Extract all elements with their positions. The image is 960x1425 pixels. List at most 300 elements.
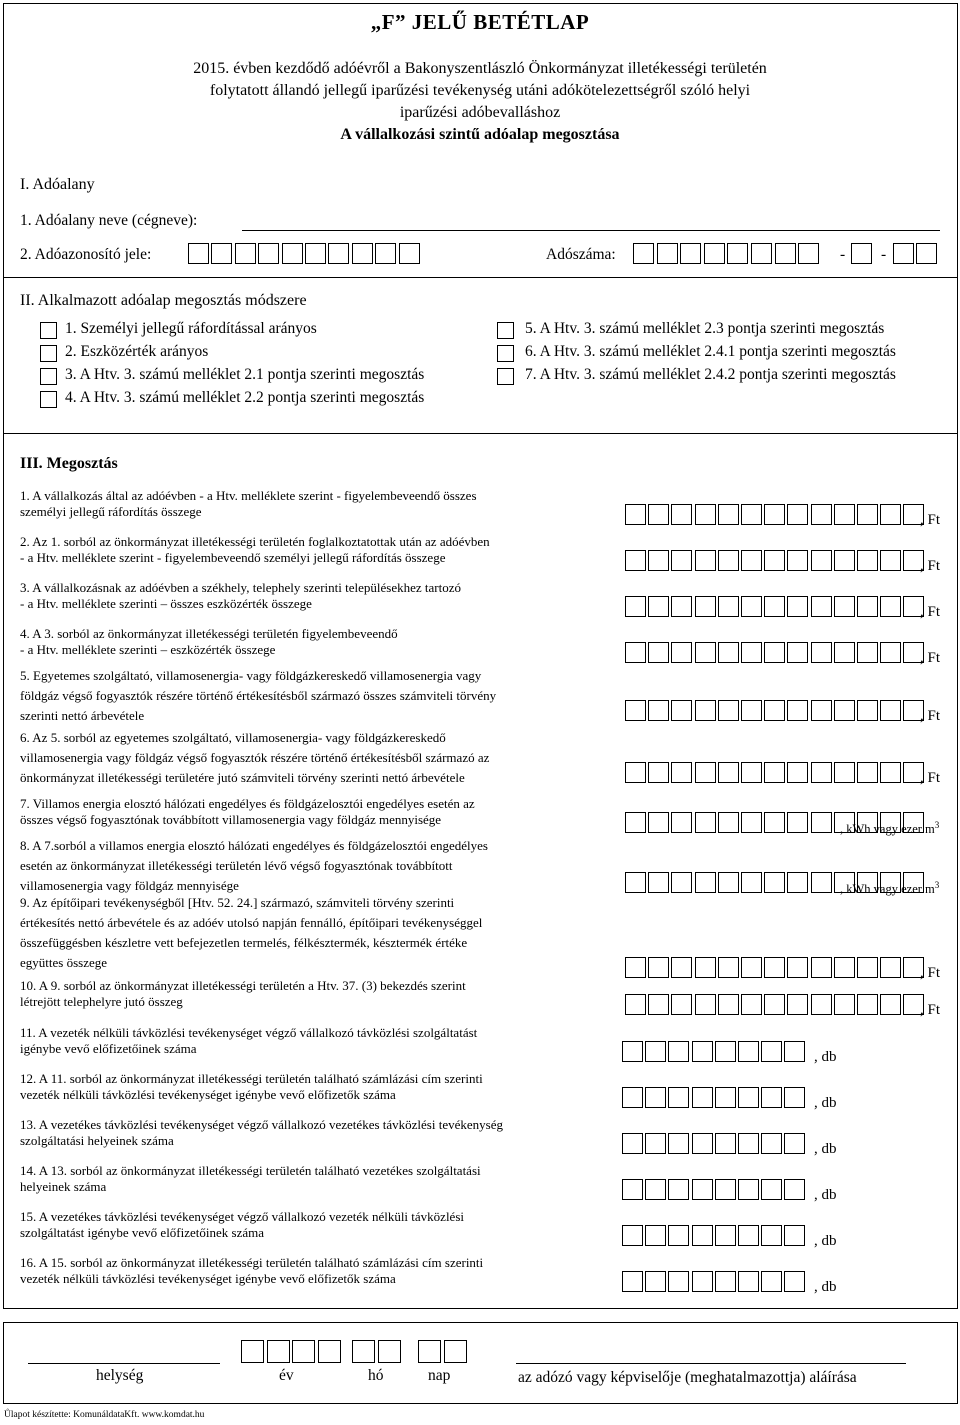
- digit-box[interactable]: [718, 596, 739, 617]
- digit-box[interactable]: [625, 994, 646, 1015]
- row-6-text-2: villamosenergia vagy földgáz végső fogyasztók részére történő értékesítésből származó az: [20, 750, 490, 765]
- digit-box[interactable]: [857, 957, 878, 978]
- digit-box[interactable]: [695, 550, 716, 571]
- digit-box[interactable]: [811, 596, 832, 617]
- digit-box[interactable]: [715, 1179, 736, 1200]
- digit-box[interactable]: [880, 700, 901, 721]
- digit-box[interactable]: [764, 642, 785, 663]
- digit-box[interactable]: [399, 243, 420, 264]
- digit-box[interactable]: [738, 1133, 759, 1154]
- name-input[interactable]: [242, 230, 940, 231]
- row-5-amount-boxes[interactable]: [625, 700, 926, 721]
- row-5-text-3: szerinti nettó árbevétele: [20, 708, 145, 723]
- digit-box[interactable]: [834, 596, 855, 617]
- digit-box[interactable]: [645, 1087, 666, 1108]
- digit-box[interactable]: [704, 243, 725, 264]
- digit-box[interactable]: [761, 1133, 782, 1154]
- digit-box[interactable]: [645, 1225, 666, 1246]
- row-12-unit-text: , db: [814, 1095, 837, 1111]
- row-6-unit-text: , Ft: [920, 770, 941, 786]
- digit-box[interactable]: [761, 1041, 782, 1062]
- digit-box[interactable]: [715, 1087, 736, 1108]
- digit-box[interactable]: [648, 596, 669, 617]
- tax-number-boxes-2[interactable]: [851, 243, 872, 264]
- digit-box[interactable]: [648, 994, 669, 1015]
- row-10-unit: [920, 1002, 940, 1019]
- row-10-text-1: 10. A 9. sorból az önkormányzat illetékességi területén a Htv. 37. (3) bekezdés szerint: [20, 978, 466, 993]
- digit-box[interactable]: [764, 596, 785, 617]
- digit-box[interactable]: [718, 504, 739, 525]
- option-6-label: 6. A Htv. 3. számú melléklet 2.4.1 pontja szerinti megosztás: [525, 343, 896, 360]
- digit-box[interactable]: [857, 504, 878, 525]
- row-11-unit-text: , db: [814, 1049, 837, 1065]
- row-3-text-2: - a Htv. melléklete szerinti – összes eszközérték összege: [20, 596, 312, 611]
- digit-box[interactable]: [741, 994, 762, 1015]
- digit-box[interactable]: [798, 243, 819, 264]
- row-2-amount-boxes[interactable]: [625, 550, 926, 571]
- digit-box[interactable]: [718, 957, 739, 978]
- digit-box[interactable]: [811, 550, 832, 571]
- digit-box[interactable]: [787, 504, 808, 525]
- digit-box[interactable]: [784, 1087, 805, 1108]
- digit-box[interactable]: [761, 1225, 782, 1246]
- digit-box[interactable]: [692, 1271, 713, 1292]
- row-13-unit-text: , db: [814, 1141, 837, 1157]
- digit-box[interactable]: [648, 762, 669, 783]
- row-11-text-2: igénybe vevő előfizetőinek száma: [20, 1041, 197, 1056]
- digit-box[interactable]: [857, 700, 878, 721]
- digit-box[interactable]: [764, 812, 785, 833]
- digit-box[interactable]: [648, 872, 669, 893]
- digit-box[interactable]: [893, 243, 914, 264]
- digit-box[interactable]: [692, 1179, 713, 1200]
- digit-box[interactable]: [648, 550, 669, 571]
- row-12-unit: [814, 1095, 837, 1112]
- month-label: hó: [368, 1367, 384, 1384]
- option-3-label: 3. A Htv. 3. számú melléklet 2.1 pontja szerinti megosztás: [65, 366, 425, 383]
- digit-box[interactable]: [787, 762, 808, 783]
- option-4-checkbox[interactable]: [40, 391, 57, 408]
- intro-line-3: iparűzési adóbevalláshoz: [399, 104, 561, 121]
- digit-box[interactable]: [741, 957, 762, 978]
- digit-box[interactable]: [668, 1179, 689, 1200]
- row-7-unit-text: , kWh vagy ezer m: [840, 822, 935, 837]
- digit-box[interactable]: [671, 504, 692, 525]
- row-16-text-2: vezeték nélküli távközlési tevékenységet igénybe vevő előfizetők száma: [20, 1271, 396, 1286]
- digit-box[interactable]: [625, 762, 646, 783]
- option-2-checkbox[interactable]: [40, 345, 57, 362]
- digit-box[interactable]: [695, 957, 716, 978]
- digit-box[interactable]: [787, 596, 808, 617]
- digit-box[interactable]: [741, 596, 762, 617]
- digit-box[interactable]: [880, 762, 901, 783]
- digit-box[interactable]: [880, 957, 901, 978]
- digit-box[interactable]: [695, 504, 716, 525]
- year-label: év: [279, 1367, 294, 1384]
- row-16-text-1: 16. A 15. sorból az önkormányzat illetékességi területén található számlázási cím szerinti: [20, 1255, 484, 1270]
- digit-box[interactable]: [625, 642, 646, 663]
- row-12-amount-boxes[interactable]: [622, 1087, 808, 1108]
- digit-box[interactable]: [811, 700, 832, 721]
- digit-box[interactable]: [648, 642, 669, 663]
- digit-box[interactable]: [751, 243, 772, 264]
- digit-box[interactable]: [715, 1271, 736, 1292]
- digit-box[interactable]: [857, 550, 878, 571]
- digit-box[interactable]: [375, 243, 396, 264]
- row-10-text-2: létrejött telephelyre jutó összeg: [20, 994, 183, 1009]
- row-9-amount-boxes[interactable]: [625, 957, 926, 978]
- row-14-amount-boxes[interactable]: [622, 1179, 808, 1200]
- digit-box[interactable]: [258, 243, 279, 264]
- digit-box[interactable]: [738, 1179, 759, 1200]
- row-9-unit: [920, 965, 940, 982]
- digit-box[interactable]: [378, 1340, 401, 1363]
- digit-box[interactable]: [695, 994, 716, 1015]
- row-5-text-1: 5. Egyetemes szolgáltató, villamosenergia- vagy földgázkereskedő villamosenergia vagy: [20, 668, 482, 683]
- row-7-unit: [840, 820, 939, 837]
- digit-box[interactable]: [695, 812, 716, 833]
- tax-dash-2: -: [881, 246, 887, 263]
- digit-box[interactable]: [764, 957, 785, 978]
- digit-box[interactable]: [695, 872, 716, 893]
- row-7-unit-superscript: 3: [934, 820, 940, 830]
- row-9-text-4: együttes összege: [20, 955, 108, 970]
- digit-box[interactable]: [305, 243, 326, 264]
- digit-box[interactable]: [741, 504, 762, 525]
- digit-box[interactable]: [625, 700, 646, 721]
- digit-box[interactable]: [625, 957, 646, 978]
- row-9-text-3: összefüggésben készletre vett befejezetlen termelés, félkésztermék, késztermék értéke: [20, 935, 468, 950]
- digit-box[interactable]: [282, 243, 303, 264]
- row-1-unit: [920, 512, 940, 529]
- section-1-heading: I. Adóalany: [20, 176, 95, 193]
- digit-box[interactable]: [267, 1340, 290, 1363]
- tax-number-boxes-3[interactable]: [893, 243, 939, 264]
- digit-box[interactable]: [741, 762, 762, 783]
- digit-box[interactable]: [695, 700, 716, 721]
- row-13-unit: [814, 1141, 837, 1158]
- digit-box[interactable]: [741, 872, 762, 893]
- digit-box[interactable]: [718, 994, 739, 1015]
- digit-box[interactable]: [787, 872, 808, 893]
- row-2-unit: [920, 558, 940, 575]
- row-3-amount-boxes[interactable]: [625, 596, 926, 617]
- option-7-checkbox[interactable]: [497, 368, 514, 385]
- digit-box[interactable]: [880, 504, 901, 525]
- digit-box[interactable]: [834, 550, 855, 571]
- intro-line-2: folytatott állandó jellegű iparűzési tevékenység utáni adókötelezettségről szóló helyi: [209, 82, 751, 99]
- digit-box[interactable]: [692, 1133, 713, 1154]
- row-7-text-1: 7. Villamos energia elosztó hálózati engedélyes és földgázelosztói engedélyes esetén az: [20, 796, 475, 811]
- digit-box[interactable]: [668, 1133, 689, 1154]
- digit-box[interactable]: [718, 550, 739, 571]
- digit-box[interactable]: [695, 596, 716, 617]
- digit-box[interactable]: [834, 504, 855, 525]
- row-15-text-2: szolgáltatást igénybe vevő előfizetőinek száma: [20, 1225, 265, 1240]
- option-7-label: 7. A Htv. 3. számú melléklet 2.4.2 pontja szerinti megosztás: [525, 366, 896, 383]
- row-4-amount-boxes[interactable]: [625, 642, 926, 663]
- digit-box[interactable]: [444, 1340, 467, 1363]
- digit-box[interactable]: [671, 812, 692, 833]
- row-8-unit-superscript: 3: [934, 880, 940, 890]
- row-8-unit: [840, 880, 939, 897]
- digit-box[interactable]: [692, 1041, 713, 1062]
- digit-box[interactable]: [645, 1133, 666, 1154]
- digit-box[interactable]: [671, 596, 692, 617]
- month-boxes[interactable]: [352, 1340, 403, 1363]
- row-2-unit-text: , Ft: [920, 558, 941, 574]
- digit-box[interactable]: [352, 1340, 375, 1363]
- digit-box[interactable]: [645, 1271, 666, 1292]
- digit-box[interactable]: [625, 504, 646, 525]
- digit-box[interactable]: [916, 243, 937, 264]
- digit-box[interactable]: [718, 872, 739, 893]
- row-1-text-1: 1. A vállalkozás által az adóévben - a Htv. melléklete szerint - figyelembeveendő összes: [20, 488, 477, 503]
- digit-box[interactable]: [880, 550, 901, 571]
- day-boxes[interactable]: [418, 1340, 469, 1363]
- row-6-text-3: önkormányzat illetékességi területére jutó számviteli törvény szerinti nettó árbevétele: [20, 770, 465, 785]
- row-3-unit: [920, 604, 940, 621]
- place-label: helység: [96, 1367, 144, 1384]
- row-9-unit-text: , Ft: [920, 965, 941, 981]
- row-8-text-3: villamosenergia vagy földgáz mennyisége: [20, 878, 239, 893]
- digit-box[interactable]: [715, 1133, 736, 1154]
- digit-box[interactable]: [668, 1087, 689, 1108]
- digit-box[interactable]: [622, 1225, 643, 1246]
- digit-box[interactable]: [352, 243, 373, 264]
- tax-number-boxes-1[interactable]: [633, 243, 822, 264]
- digit-box[interactable]: [811, 812, 832, 833]
- digit-box[interactable]: [880, 994, 901, 1015]
- digit-box[interactable]: [671, 642, 692, 663]
- row-15-amount-boxes[interactable]: [622, 1225, 808, 1246]
- digit-box[interactable]: [648, 504, 669, 525]
- digit-box[interactable]: [784, 1041, 805, 1062]
- intro-line-1: 2015. évben kezdődő adóévről a Bakonyszentlászló Önkormányzat illetékességi területén: [193, 60, 767, 77]
- tax-number-label: Adószáma:: [546, 246, 616, 263]
- digit-box[interactable]: [787, 812, 808, 833]
- digit-box[interactable]: [811, 994, 832, 1015]
- digit-box[interactable]: [727, 243, 748, 264]
- row-10-unit-text: , Ft: [920, 1002, 941, 1018]
- day-label: nap: [428, 1367, 451, 1384]
- place-line[interactable]: [28, 1363, 220, 1364]
- row-7-text-2: összes végső fogyasztónak továbbított villamosenergia vagy földgáz mennyisége: [20, 812, 442, 827]
- row-9-text-2: értékesítés nettó árbevétele és az adóév utolsó napján fennálló, építőipari tevékenységgel: [20, 915, 483, 930]
- digit-box[interactable]: [784, 1271, 805, 1292]
- row-6-amount-boxes[interactable]: [625, 762, 926, 783]
- digit-box[interactable]: [718, 762, 739, 783]
- digit-box[interactable]: [625, 550, 646, 571]
- digit-box[interactable]: [622, 1133, 643, 1154]
- digit-box[interactable]: [671, 762, 692, 783]
- digit-box[interactable]: [648, 812, 669, 833]
- digit-box[interactable]: [761, 1271, 782, 1292]
- digit-box[interactable]: [811, 642, 832, 663]
- digit-box[interactable]: [718, 812, 739, 833]
- digit-box[interactable]: [834, 642, 855, 663]
- digit-box[interactable]: [834, 994, 855, 1015]
- digit-box[interactable]: [671, 994, 692, 1015]
- row-2-text-1: 2. Az 1. sorból az önkormányzat illetékességi területén foglalkoztatottak után az adóévben: [20, 534, 490, 549]
- digit-box[interactable]: [671, 700, 692, 721]
- digit-box[interactable]: [761, 1087, 782, 1108]
- digit-box[interactable]: [811, 504, 832, 525]
- row-8-text-1: 8. A 7.sorból a villamos energia elosztó hálózati engedélyes és földgázelosztói engedélyes: [20, 838, 488, 853]
- digit-box[interactable]: [764, 700, 785, 721]
- option-6-checkbox[interactable]: [497, 345, 514, 362]
- digit-box[interactable]: [784, 1133, 805, 1154]
- digit-box[interactable]: [764, 550, 785, 571]
- digit-box[interactable]: [645, 1041, 666, 1062]
- digit-box[interactable]: [857, 994, 878, 1015]
- digit-box[interactable]: [741, 550, 762, 571]
- digit-box[interactable]: [292, 1340, 315, 1363]
- digit-box[interactable]: [671, 550, 692, 571]
- intro-subtitle: A vállalkozási szintű adóalap megosztása: [340, 126, 620, 143]
- digit-box[interactable]: [761, 1179, 782, 1200]
- digit-box[interactable]: [834, 957, 855, 978]
- digit-box[interactable]: [671, 872, 692, 893]
- digit-box[interactable]: [715, 1225, 736, 1246]
- digit-box[interactable]: [328, 243, 349, 264]
- row-5-unit-text: , Ft: [920, 708, 941, 724]
- digit-box[interactable]: [715, 1041, 736, 1062]
- row-5-unit: [920, 708, 940, 725]
- row-1-amount-boxes[interactable]: [625, 504, 926, 525]
- signature-line[interactable]: [516, 1363, 906, 1364]
- digit-box[interactable]: [741, 700, 762, 721]
- row-13-text-2: szolgáltatási helyeinek száma: [20, 1133, 174, 1148]
- digit-box[interactable]: [787, 642, 808, 663]
- row-1-unit-text: , Ft: [920, 512, 941, 528]
- digit-box[interactable]: [764, 504, 785, 525]
- digit-box[interactable]: [633, 243, 654, 264]
- digit-box[interactable]: [718, 700, 739, 721]
- digit-box[interactable]: [784, 1179, 805, 1200]
- digit-box[interactable]: [668, 1041, 689, 1062]
- digit-box[interactable]: [625, 872, 646, 893]
- row-10-amount-boxes[interactable]: [625, 994, 926, 1015]
- option-3-checkbox[interactable]: [40, 368, 57, 385]
- option-1-checkbox[interactable]: [40, 322, 57, 339]
- digit-box[interactable]: [738, 1087, 759, 1108]
- row-14-text-1: 14. A 13. sorból az önkormányzat illetékességi területén található vezetékes szolgáltatási: [20, 1163, 481, 1178]
- row-6-text-1: 6. Az 5. sorból az egyetemes szolgáltató, villamosenergia- vagy földgázkereskedő: [20, 730, 446, 745]
- digit-box[interactable]: [695, 762, 716, 783]
- digit-box[interactable]: [648, 957, 669, 978]
- digit-box[interactable]: [695, 642, 716, 663]
- digit-box[interactable]: [764, 994, 785, 1015]
- digit-box[interactable]: [775, 243, 796, 264]
- digit-box[interactable]: [318, 1340, 341, 1363]
- year-boxes[interactable]: [241, 1340, 343, 1363]
- digit-box[interactable]: [671, 957, 692, 978]
- digit-box[interactable]: [857, 762, 878, 783]
- row-12-text-2: vezeték nélküli távközlési tevékenységet igénybe vevő előfizetők száma: [20, 1087, 396, 1102]
- digit-box[interactable]: [188, 243, 209, 264]
- digit-box[interactable]: [625, 596, 646, 617]
- row-2-text-2: - a Htv. melléklete szerint - figyelembeveendő személyi jellegű ráfordítás összege: [20, 550, 446, 565]
- digit-box[interactable]: [622, 1087, 643, 1108]
- digit-box[interactable]: [692, 1225, 713, 1246]
- row-13-amount-boxes[interactable]: [622, 1133, 808, 1154]
- digit-box[interactable]: [235, 243, 256, 264]
- digit-box[interactable]: [764, 762, 785, 783]
- digit-box[interactable]: [811, 957, 832, 978]
- option-5-label: 5. A Htv. 3. számú melléklet 2.3 pontja szerinti megosztás: [525, 320, 885, 337]
- digit-box[interactable]: [648, 700, 669, 721]
- row-3-text-1: 3. A vállalkozásnak az adóévben a székhely, telephely szerinti településekhez tartozó: [20, 580, 461, 595]
- digit-box[interactable]: [738, 1271, 759, 1292]
- digit-box[interactable]: [787, 700, 808, 721]
- digit-box[interactable]: [787, 550, 808, 571]
- digit-box[interactable]: [741, 812, 762, 833]
- row-16-unit: [814, 1279, 837, 1296]
- digit-box[interactable]: [741, 642, 762, 663]
- digit-box[interactable]: [680, 243, 701, 264]
- digit-box[interactable]: [657, 243, 678, 264]
- digit-box[interactable]: [241, 1340, 264, 1363]
- digit-box[interactable]: [784, 1225, 805, 1246]
- option-5-checkbox[interactable]: [497, 322, 514, 339]
- digit-box[interactable]: [857, 642, 878, 663]
- row-9-text-1: 9. Az építőipari tevékenységből [Htv. 52. 24.] származó, számviteli törvény szerinti: [20, 895, 455, 910]
- digit-box[interactable]: [811, 872, 832, 893]
- digit-box[interactable]: [834, 762, 855, 783]
- row-4-unit-text: , Ft: [920, 650, 941, 666]
- digit-box[interactable]: [834, 700, 855, 721]
- digit-box[interactable]: [718, 642, 739, 663]
- digit-box[interactable]: [851, 243, 872, 264]
- row-5-text-2: földgáz végső fogyasztók részére történő értékesítésből származó összes számviteli törvény: [20, 688, 497, 703]
- digit-box[interactable]: [787, 994, 808, 1015]
- row-16-amount-boxes[interactable]: [622, 1271, 808, 1292]
- row-14-text-2: helyeinek száma: [20, 1179, 107, 1194]
- digit-box[interactable]: [668, 1225, 689, 1246]
- digit-box[interactable]: [645, 1179, 666, 1200]
- digit-box[interactable]: [625, 812, 646, 833]
- digit-box[interactable]: [811, 762, 832, 783]
- row-16-unit-text: , db: [814, 1279, 837, 1295]
- row-4-unit: [920, 650, 940, 667]
- tax-id-boxes[interactable]: [188, 243, 422, 264]
- digit-box[interactable]: [787, 957, 808, 978]
- digit-box[interactable]: [880, 642, 901, 663]
- digit-box[interactable]: [738, 1225, 759, 1246]
- digit-box[interactable]: [622, 1041, 643, 1062]
- row-6-unit: [920, 770, 940, 787]
- digit-box[interactable]: [692, 1087, 713, 1108]
- digit-box[interactable]: [738, 1041, 759, 1062]
- name-label: 1. Adóalany neve (cégneve):: [20, 212, 198, 229]
- digit-box[interactable]: [668, 1271, 689, 1292]
- digit-box[interactable]: [857, 596, 878, 617]
- row-14-unit-text: , db: [814, 1187, 837, 1203]
- row-4-text-2: - a Htv. melléklete szerinti – eszközérték összege: [20, 642, 276, 657]
- digit-box[interactable]: [622, 1271, 643, 1292]
- digit-box[interactable]: [880, 596, 901, 617]
- row-11-text-1: 11. A vezeték nélküli távközlési tevékenységet végző vállalkozó távközlési szolgáltatást: [20, 1025, 478, 1040]
- digit-box[interactable]: [211, 243, 232, 264]
- digit-box[interactable]: [764, 872, 785, 893]
- row-15-unit: [814, 1233, 837, 1250]
- digit-box[interactable]: [622, 1179, 643, 1200]
- digit-box[interactable]: [418, 1340, 441, 1363]
- row-11-amount-boxes[interactable]: [622, 1041, 808, 1062]
- row-14-unit: [814, 1187, 837, 1204]
- option-1-label: 1. Személyi jellegű ráfordítással arányos: [65, 320, 317, 337]
